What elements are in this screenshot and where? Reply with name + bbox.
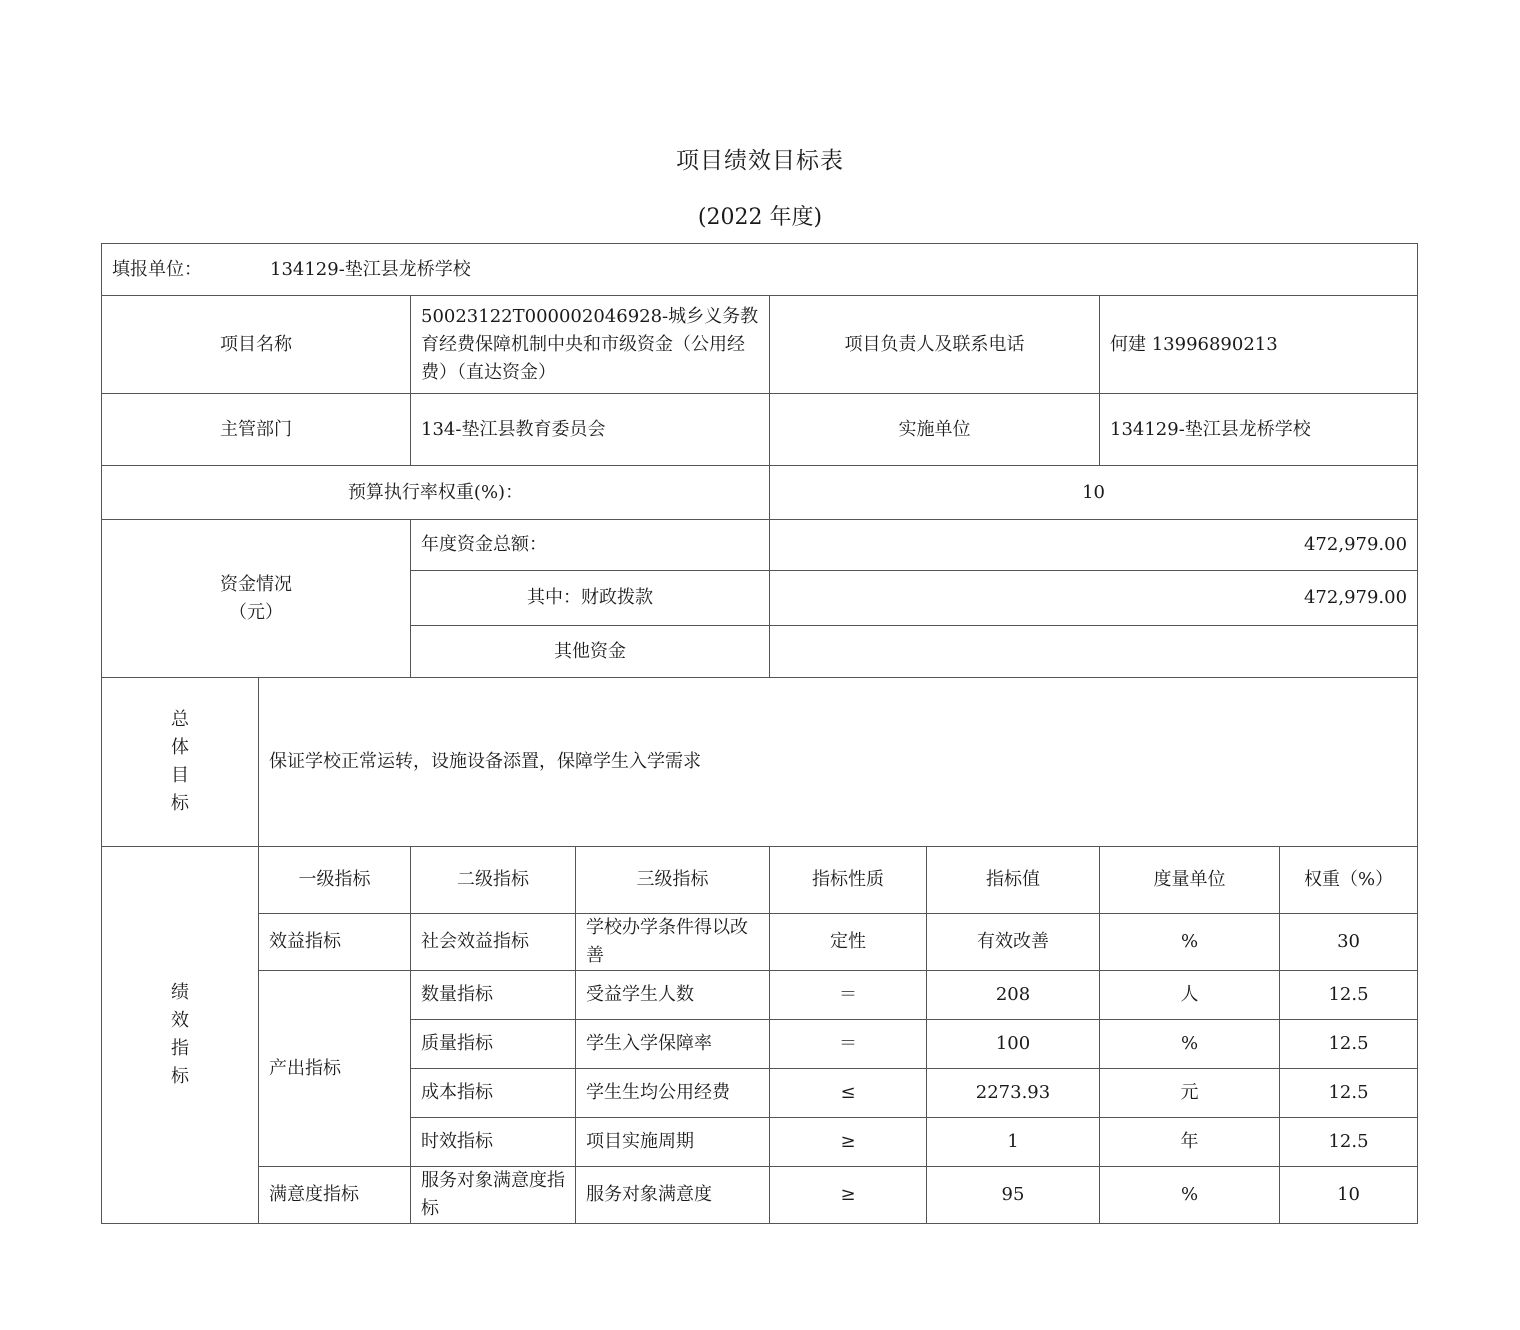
goal-label-char: 体 (171, 737, 189, 758)
funds-total-row (102, 520, 1418, 571)
row-weight: 12.5 (1280, 1118, 1418, 1167)
funds-label (102, 520, 411, 678)
row-value: 2273.93 (927, 1069, 1100, 1118)
goal-text: 保证学校正常运转，设施设备添置，保障学生入学需求 (259, 678, 1418, 847)
row-level3: 服务对象满意度 (576, 1167, 770, 1224)
impl-unit-value: 134129-垫江县龙桥学校 (1100, 394, 1418, 466)
row-nature: ≥ (770, 1167, 927, 1224)
funds-fiscal-label: 其中：财政拨款 (411, 571, 770, 626)
row-weight: 12.5 (1280, 1020, 1418, 1069)
group-output: 产出指标 (259, 971, 411, 1167)
funds-total-label: 年度资金总额： (411, 520, 770, 571)
goal-label-char: 目 (171, 765, 189, 786)
goal-row (102, 678, 1418, 847)
goal-label-char: 总 (171, 709, 189, 730)
project-leader-label: 项目负责人及联系电话 (770, 296, 1100, 394)
row-nature: ≥ (770, 1118, 927, 1167)
indicators-label-char: 绩 (171, 982, 189, 1003)
project-leader-value: 何建 13996890213 (1100, 296, 1418, 394)
goal-label (102, 678, 259, 847)
row-level2: 服务对象满意度指标 (411, 1167, 576, 1224)
unit-row (102, 244, 1418, 296)
row-value: 208 (927, 971, 1100, 1020)
group-benefit: 效益指标 (259, 914, 411, 971)
indicator-header-row (102, 847, 1418, 914)
row-nature: 定性 (770, 914, 927, 971)
document-title: 项目绩效目标表 (676, 148, 844, 174)
funds-label-line1: 资金情况 (220, 573, 292, 595)
row-unit: 年 (1100, 1118, 1280, 1167)
header-value: 指标值 (927, 847, 1100, 914)
project-name-value: 50023122T000002046928-城乡义务教育经费保障机制中央和市级资金（公用经费）（直达资金） (411, 296, 770, 394)
indicators-label-char: 标 (171, 1066, 189, 1087)
unit-value: 134129-垫江县龙桥学校 (270, 258, 471, 280)
row-nature: ≤ (770, 1069, 927, 1118)
row-level2: 社会效益指标 (411, 914, 576, 971)
header-level3: 三级指标 (576, 847, 770, 914)
funds-other-value (770, 626, 1418, 678)
row-unit: 人 (1100, 971, 1280, 1020)
funds-label-line2: （元） (229, 601, 283, 623)
unit-cell (102, 244, 1418, 296)
funds-other-label: 其他资金 (411, 626, 770, 678)
row-level3: 学校办学条件得以改善 (576, 914, 770, 971)
impl-unit-label: 实施单位 (770, 394, 1100, 466)
row-level3: 受益学生人数 (576, 971, 770, 1020)
table-row (102, 1167, 1418, 1224)
header-level2: 二级指标 (411, 847, 576, 914)
row-level2: 时效指标 (411, 1118, 576, 1167)
header-weight: 权重（%） (1280, 847, 1418, 914)
funds-total-value: 472,979.00 (770, 520, 1418, 571)
budget-weight-label: 预算执行率权重(%)： (102, 466, 770, 520)
row-level2: 成本指标 (411, 1069, 576, 1118)
row-weight: 10 (1280, 1167, 1418, 1224)
row-unit: % (1100, 1167, 1280, 1224)
row-unit: % (1100, 1020, 1280, 1069)
header-level1: 一级指标 (259, 847, 411, 914)
dept-label: 主管部门 (102, 394, 411, 466)
group-satisfaction: 满意度指标 (259, 1167, 411, 1224)
indicators-label-char: 效 (171, 1010, 189, 1031)
row-level2: 质量指标 (411, 1020, 576, 1069)
row-weight: 12.5 (1280, 971, 1418, 1020)
row-weight: 12.5 (1280, 1069, 1418, 1118)
indicators-label-char: 指 (171, 1038, 189, 1059)
dept-value: 134-垫江县教育委员会 (411, 394, 770, 466)
dept-row (102, 394, 1418, 466)
unit-label: 填报单位： (112, 258, 202, 280)
goal-label-char: 标 (171, 793, 189, 814)
table-row (102, 971, 1418, 1020)
project-name-label: 项目名称 (102, 296, 411, 394)
project-row (102, 296, 1418, 394)
budget-weight-row (102, 466, 1418, 520)
indicators-label (102, 847, 259, 1224)
funds-fiscal-value: 472,979.00 (770, 571, 1418, 626)
budget-weight-value: 10 (770, 466, 1418, 520)
row-value: 95 (927, 1167, 1100, 1224)
table-row (102, 914, 1418, 971)
row-level3: 学生生均公用经费 (576, 1069, 770, 1118)
row-nature: ＝ (770, 971, 927, 1020)
row-value: 100 (927, 1020, 1100, 1069)
row-value: 1 (927, 1118, 1100, 1167)
header-nature: 指标性质 (770, 847, 927, 914)
row-weight: 30 (1280, 914, 1418, 971)
row-level3: 学生入学保障率 (576, 1020, 770, 1069)
document-year: (2022 年度) (697, 205, 823, 230)
row-value: 有效改善 (927, 914, 1100, 971)
performance-target-table (101, 243, 1418, 1224)
row-level3: 项目实施周期 (576, 1118, 770, 1167)
row-nature: ＝ (770, 1020, 927, 1069)
row-unit: % (1100, 914, 1280, 971)
row-level2: 数量指标 (411, 971, 576, 1020)
row-unit: 元 (1100, 1069, 1280, 1118)
header-unit: 度量单位 (1100, 847, 1280, 914)
